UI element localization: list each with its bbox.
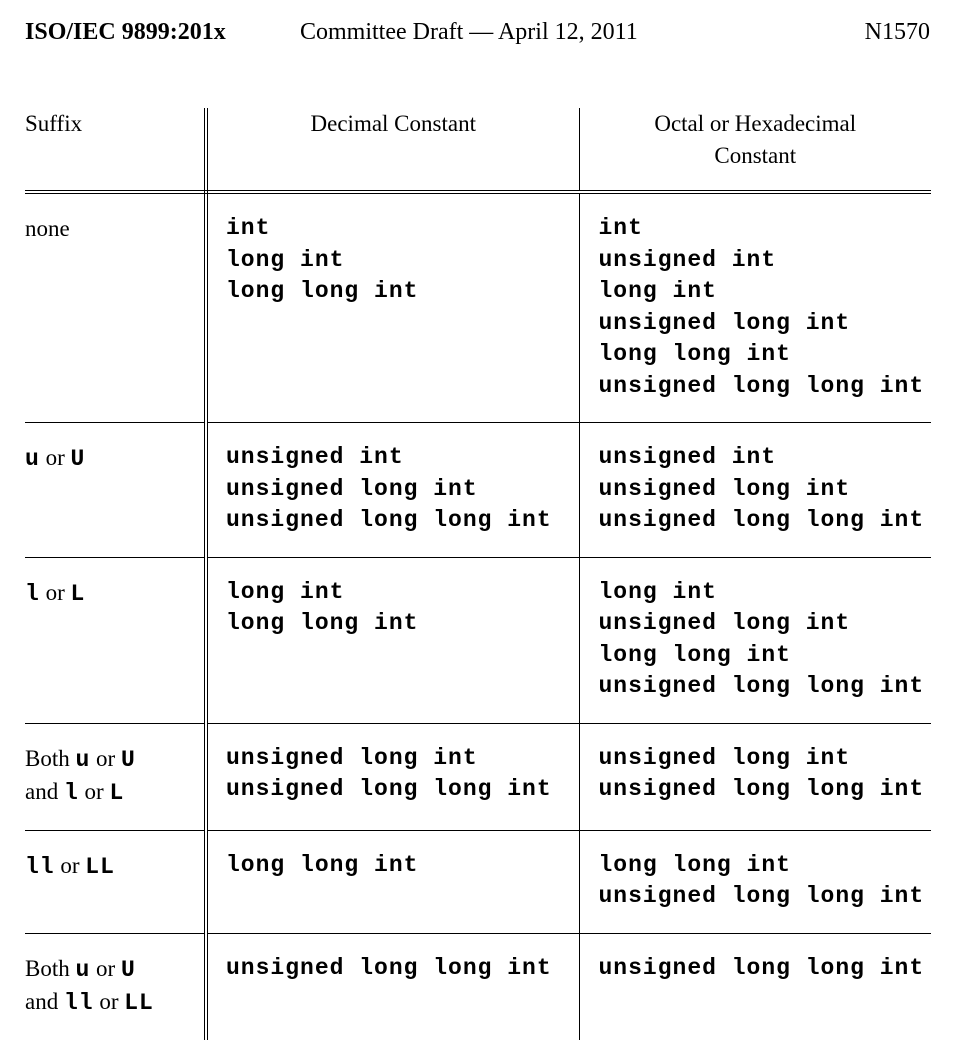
octal-hex-type: unsigned long long int bbox=[598, 372, 925, 399]
decimal-type: unsigned long long int bbox=[226, 954, 552, 981]
suffix-line bbox=[25, 986, 204, 1020]
octal-hex-type: unsigned long int bbox=[598, 744, 851, 771]
suffix-code: U bbox=[120, 746, 136, 773]
octal-hex-cell bbox=[579, 933, 931, 1040]
integer-constant-type-table bbox=[25, 108, 931, 1040]
octal-hex-type: unsigned long int bbox=[598, 610, 851, 636]
suffix-text: or bbox=[90, 745, 121, 771]
header-octal-line2: Constant bbox=[714, 143, 797, 168]
suffix-line bbox=[25, 442, 204, 476]
decimal-cell bbox=[206, 557, 579, 723]
table-header-row bbox=[25, 108, 931, 192]
table-row bbox=[25, 723, 931, 830]
header-suffix: Suffix bbox=[25, 108, 206, 192]
suffix-code: L bbox=[109, 780, 125, 806]
decimal-type: unsigned long int bbox=[226, 744, 478, 771]
header-decimal-constant: Decimal Constant bbox=[206, 108, 579, 192]
header-octal-hex-constant bbox=[579, 108, 931, 192]
suffix-line bbox=[25, 953, 204, 987]
suffix-line bbox=[25, 743, 204, 777]
octal-hex-type: long long int bbox=[598, 851, 791, 878]
table-row bbox=[25, 933, 931, 1040]
suffix-cell bbox=[25, 192, 206, 423]
standard-title: ISO/IEC 9899:201x bbox=[25, 19, 226, 45]
octal-hex-type: unsigned int bbox=[598, 444, 777, 470]
octal-hex-type: long long int bbox=[598, 341, 791, 367]
suffix-text: Both bbox=[25, 745, 76, 771]
suffix-code: ll bbox=[63, 990, 94, 1016]
suffix-line bbox=[25, 577, 204, 611]
decimal-type: unsigned int bbox=[226, 444, 404, 470]
octal-hex-type: unsigned long long int bbox=[598, 776, 925, 802]
suffix-text: and bbox=[25, 779, 64, 804]
suffix-code: u bbox=[75, 746, 91, 773]
octal-hex-cell bbox=[579, 830, 931, 933]
octal-hex-type: unsigned long long int bbox=[598, 954, 925, 981]
header-octal-line1: Octal or Hexadecimal bbox=[654, 111, 857, 136]
suffix-code: l bbox=[25, 580, 40, 607]
suffix-text: or bbox=[90, 955, 121, 981]
octal-hex-type: unsigned int bbox=[598, 246, 777, 273]
decimal-cell bbox=[206, 933, 579, 1040]
octal-hex-cell bbox=[579, 557, 931, 723]
suffix-cell bbox=[25, 933, 206, 1040]
octal-hex-cell bbox=[579, 723, 931, 830]
octal-hex-type: long long int bbox=[598, 641, 791, 668]
octal-hex-type: long int bbox=[598, 278, 717, 304]
suffix-cell bbox=[25, 830, 206, 933]
page-header bbox=[25, 16, 930, 48]
suffix-text: or bbox=[39, 445, 71, 470]
decimal-cell bbox=[206, 192, 579, 423]
table-row bbox=[25, 557, 931, 723]
decimal-type: long int bbox=[226, 246, 345, 273]
decimal-type: unsigned long int bbox=[226, 475, 478, 502]
decimal-cell bbox=[206, 830, 579, 933]
table-row bbox=[25, 423, 931, 558]
suffix-cell bbox=[25, 723, 206, 830]
suffix-text: Both bbox=[25, 955, 76, 981]
decimal-type: unsigned long long int bbox=[226, 776, 552, 802]
octal-hex-type: long int bbox=[598, 578, 717, 605]
octal-hex-type: unsigned long long int bbox=[598, 507, 925, 533]
decimal-type: long int bbox=[226, 578, 345, 605]
suffix-text: or bbox=[93, 989, 125, 1014]
suffix-line bbox=[25, 776, 204, 810]
decimal-type: long long int bbox=[226, 278, 419, 304]
suffix-line: none bbox=[25, 216, 70, 241]
octal-hex-cell bbox=[579, 423, 931, 558]
octal-hex-type: int bbox=[598, 215, 643, 241]
suffix-text: or bbox=[78, 779, 110, 804]
decimal-cell bbox=[206, 723, 579, 830]
suffix-code: u bbox=[25, 446, 40, 472]
suffix-code: ll bbox=[25, 853, 55, 880]
suffix-code: LL bbox=[124, 990, 154, 1016]
octal-hex-type: unsigned long long int bbox=[598, 883, 925, 909]
decimal-type: long long int bbox=[226, 851, 419, 878]
octal-hex-type: unsigned long long int bbox=[598, 673, 925, 699]
table-row bbox=[25, 830, 931, 933]
suffix-code: l bbox=[63, 780, 79, 806]
suffix-cell bbox=[25, 423, 206, 558]
suffix-code: U bbox=[70, 446, 86, 472]
suffix-text: or bbox=[54, 852, 86, 878]
suffix-line bbox=[25, 850, 204, 884]
decimal-type: unsigned long long int bbox=[226, 507, 552, 533]
decimal-cell bbox=[206, 423, 579, 558]
table-row bbox=[25, 192, 931, 423]
suffix-text: and bbox=[25, 989, 64, 1014]
table-body bbox=[25, 192, 931, 1040]
suffix-code: LL bbox=[85, 853, 115, 880]
suffix-code: u bbox=[75, 956, 91, 983]
octal-hex-type: unsigned long int bbox=[598, 475, 851, 502]
suffix-code: U bbox=[120, 956, 136, 983]
decimal-type: long long int bbox=[226, 610, 419, 636]
octal-hex-cell bbox=[579, 192, 931, 423]
decimal-type: int bbox=[226, 215, 271, 241]
suffix-text: or bbox=[39, 579, 71, 605]
document-number: N1570 bbox=[864, 19, 930, 45]
draft-info: Committee Draft — April 12, 2011 bbox=[300, 19, 638, 45]
suffix-code: L bbox=[70, 580, 86, 607]
octal-hex-type: unsigned long int bbox=[598, 309, 851, 336]
suffix-cell bbox=[25, 557, 206, 723]
